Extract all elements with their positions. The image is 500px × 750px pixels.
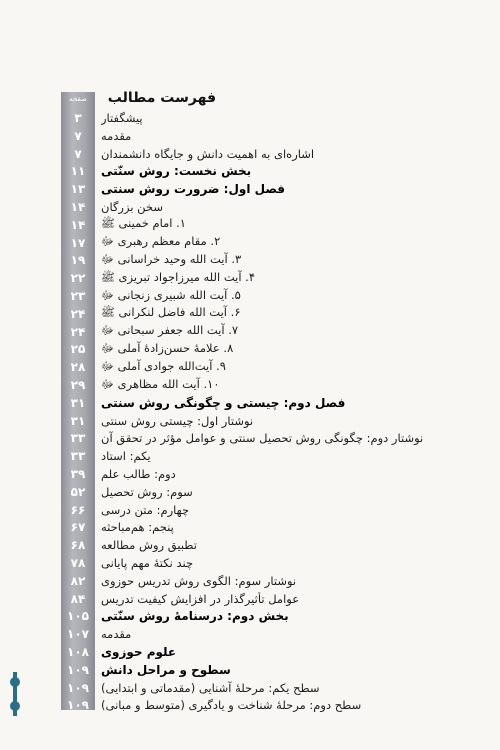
toc-entry-label: نوشتار سوم: الگوی روش تدریس حوزوی bbox=[101, 573, 297, 588]
toc-entry-page: ۳۱ bbox=[70, 413, 86, 428]
toc-entry-page: ۵۲ bbox=[70, 484, 86, 499]
toc-title: فهرست مطالب bbox=[107, 90, 216, 106]
toc-entry-page: ۱۰۵ bbox=[67, 609, 89, 624]
toc-entry-label: عوامل تأثیرگذار در افزایش کیفیت تدریس bbox=[101, 591, 300, 606]
toc-entry-label: فصل دوم: چیستی و چگونگی روش سنتی bbox=[101, 395, 346, 410]
toc-entry-label: بخش دوم: درسنامهٔ روش سنّتی bbox=[101, 609, 289, 624]
toc-entry-label: ۲. مقام معظم رهبری ﷻ bbox=[101, 234, 221, 249]
toc-entry-page: ۱۰۹ bbox=[67, 662, 89, 677]
toc-entry-page: ۲۴ bbox=[70, 306, 86, 321]
toc-entry-label: سطح دوم: مرحلهٔ شناخت و یادگیری (متوسط و مبانی) bbox=[101, 698, 362, 713]
toc-entry-label: مقدمه bbox=[101, 627, 132, 642]
toc-entry-page: ۳۹ bbox=[70, 467, 86, 481]
toc-entry-label: ۱۰. آیت الله مظاهری ﷻ bbox=[101, 376, 220, 391]
toc-entry-label: ۴. آیت الله میرزاجواد تبریزی ﷺ bbox=[101, 269, 256, 284]
toc-entry-page: ۲۵ bbox=[70, 342, 86, 357]
toc-entry-label: تطبیق روش مطالعه bbox=[101, 538, 197, 553]
toc-entry-page: ۶۷ bbox=[70, 520, 86, 535]
toc-entry-page: ۸۲ bbox=[70, 573, 86, 588]
toc-entry-label: چهارم: متن درسی bbox=[101, 502, 190, 517]
toc-entry-label: ۵. آیت الله شبیری زنجانی ﷻ bbox=[101, 287, 241, 302]
toc-entry-page: ۲۲ bbox=[70, 271, 86, 286]
toc-entry-page: ۷ bbox=[74, 128, 82, 143]
toc-entry-page: ۸۴ bbox=[70, 591, 86, 606]
toc-entry-page: ۲۳ bbox=[70, 289, 86, 303]
toc-entry-label: ۳. آیت الله وحید خراسانی ﷻ bbox=[101, 251, 242, 266]
toc-entry-label: اشاره‌ای به اهمیت دانش و جایگاه دانشمندان bbox=[101, 146, 315, 161]
toc-entry-page: ۱۰۹ bbox=[67, 680, 89, 695]
toc-entry-page: ۲۴ bbox=[70, 324, 86, 339]
toc-entry-page: ۷ bbox=[74, 146, 82, 161]
toc-entry-page: ۳۱ bbox=[70, 395, 86, 410]
toc-entry-page: ۱۹ bbox=[70, 253, 86, 268]
toc-entry-page: ۳۳ bbox=[70, 431, 86, 446]
toc-entry-label: سخن بزرگان bbox=[101, 200, 163, 214]
toc-entry-page: ۱۱ bbox=[70, 164, 86, 179]
toc-entry-label: ۸. علامهٔ حسن‌زادهٔ آملی ﷻ bbox=[101, 340, 234, 355]
toc-entry-page: ۱۴ bbox=[70, 200, 86, 214]
toc-entry-page: ۶۸ bbox=[70, 538, 86, 553]
toc-entry-page: ۲۹ bbox=[70, 378, 86, 392]
toc-entry-page: ۱۰۹ bbox=[67, 698, 89, 713]
toc-entry-page: ۳ bbox=[74, 111, 82, 125]
toc-entry-page: ۱۰۸ bbox=[67, 645, 89, 659]
toc-entry-page: ۱۷ bbox=[70, 235, 86, 250]
toc-entry-label: بخش نخست: روش سنّتی bbox=[101, 164, 252, 179]
toc-entry-label: ۶. آیت الله فاضل لنکرانی ﷺ bbox=[101, 305, 241, 320]
toc-entry-page: ۲۸ bbox=[70, 360, 86, 375]
toc-entry-label: پنجم: هم‌مباحثه bbox=[101, 520, 174, 535]
toc-entry-label: ۷. آیت الله جعفر سبحانی ﷻ bbox=[101, 323, 239, 338]
toc-entry-page: ۱۴ bbox=[70, 217, 86, 232]
toc-entry bbox=[61, 695, 441, 715]
publisher-logo-icon bbox=[8, 672, 22, 716]
toc-entry-label: مقدمه bbox=[101, 128, 132, 143]
toc-entry-label: سطح یکم: مرحلهٔ آشنایی (مقدماتی و ابتدایی) bbox=[101, 680, 320, 695]
page-column-header: صفحه bbox=[69, 95, 87, 103]
toc-entry-label: سوم: روش تحصیل bbox=[101, 484, 193, 499]
toc-entry-label: سطوح و مراحل دانش bbox=[101, 662, 231, 677]
toc-entry-label: چند نکتهٔ مهم پایانی bbox=[101, 556, 194, 570]
toc-entry-label: ۹. آیت‌الله جوادی آملی ﷻ bbox=[101, 358, 226, 373]
toc-entry-page: ۳۳ bbox=[70, 449, 86, 464]
toc-entry-page: ۱۰۷ bbox=[67, 627, 89, 642]
toc-entry-page: ۶۶ bbox=[70, 502, 86, 517]
toc-entry-page: ۱۳ bbox=[70, 182, 86, 197]
toc-entry-label: یکم: استاد bbox=[101, 449, 151, 464]
toc-entry-label: پیشگفتار bbox=[101, 111, 143, 125]
toc-entry-label: نوشتار اول: چیستی روش سنتی bbox=[101, 413, 254, 428]
toc-entry-label: فصل اول: ضرورت روش سنتی bbox=[101, 182, 286, 197]
toc-entry-label: علوم حوزوی bbox=[101, 645, 177, 659]
toc-entry-page: ۷۸ bbox=[70, 556, 86, 570]
toc-entry-label: نوشتار دوم: چگونگی روش تحصیل سنتی و عوامل مؤثر در تحقق آن bbox=[101, 431, 424, 446]
toc-entry-label: ۱. امام خمینی ﷺ bbox=[101, 216, 186, 231]
toc-entry-label: دوم: طالب علم bbox=[101, 467, 176, 481]
